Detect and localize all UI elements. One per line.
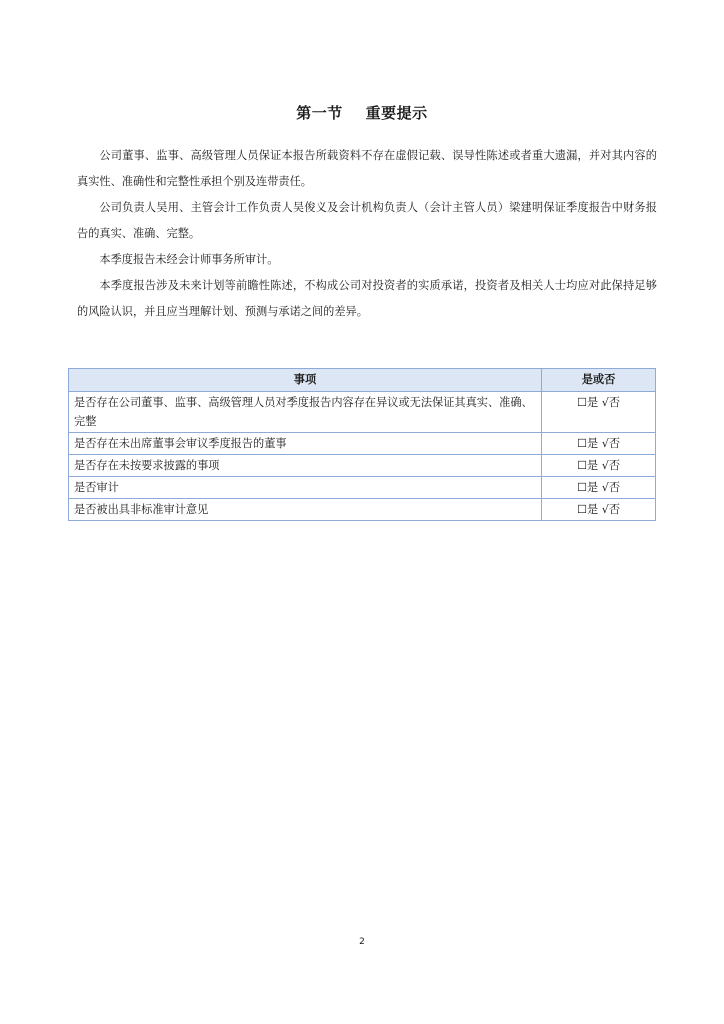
row-item: 是否被出具非标准审计意见 [69, 499, 542, 521]
paragraph-financial-guarantee: 公司负责人吴用、主管会计工作负责人吴俊义及会计机构负责人（会计主管人员）梁建明保证季度报告中财务报告的真实、准确、完整。 [77, 201, 657, 240]
row-answer: ☐是 √否 [542, 433, 656, 455]
page-number: 2 [359, 937, 365, 947]
paragraph-audit-status: 本季度报告未经会计师事务所审计。 [99, 253, 279, 266]
important-notice-body [77, 143, 657, 325]
paragraph-forward-looking: 本季度报告涉及未来计划等前瞻性陈述，不构成公司对投资者的实质承诺，投资者及相关人士均应对此保持足够的风险认识，并且应当理解计划、预测与承诺之间的差异。 [77, 279, 657, 318]
row-answer: ☐是 √否 [542, 455, 656, 477]
row-answer: ☐是 √否 [542, 499, 656, 521]
table-row [69, 433, 656, 455]
row-item: 是否存在未出席董事会审议季度报告的董事 [69, 433, 542, 455]
row-item: 是否审计 [69, 477, 542, 499]
header-item: 事项 [69, 369, 542, 392]
table-row [69, 392, 656, 433]
table-row [69, 499, 656, 521]
table-row [69, 477, 656, 499]
table-row [69, 455, 656, 477]
row-answer: ☐是 √否 [542, 477, 656, 499]
disclosure-table-container [68, 368, 656, 521]
section-title: 第一节 重要提示 [296, 104, 428, 122]
row-answer: ☐是 √否 [542, 392, 656, 433]
header-yes-no: 是或否 [542, 369, 656, 392]
row-item: 是否存在未按要求披露的事项 [69, 455, 542, 477]
table-header-row [69, 369, 656, 392]
row-item: 是否存在公司董事、监事、高级管理人员对季度报告内容存在异议或无法保证其真实、准确、完整 [69, 392, 542, 433]
disclosure-table [68, 368, 656, 521]
paragraph-responsibility-statement: 公司董事、监事、高级管理人员保证本报告所载资料不存在虚假记载、误导性陈述或者重大遗漏，并对其内容的真实性、准确性和完整性承担个别及连带责任。 [77, 149, 657, 188]
